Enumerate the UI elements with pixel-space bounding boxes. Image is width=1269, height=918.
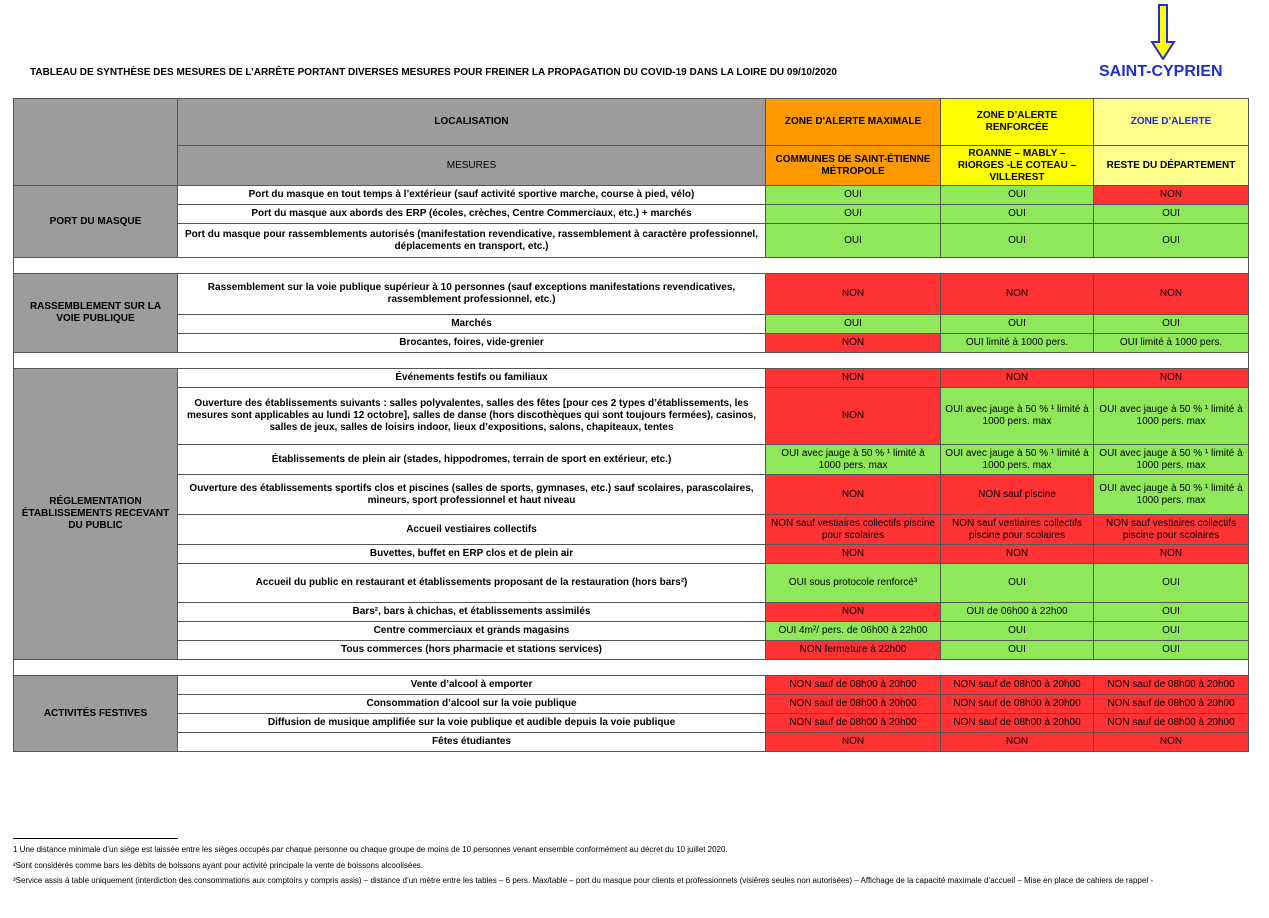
value-cell: OUI avec jauge à 50 % ¹ limité à 1000 pers. max: [1094, 388, 1249, 445]
value-cell: NON sauf vestiaires collectifs piscine pour scolaires: [1094, 515, 1249, 545]
value-cell: NON: [941, 545, 1094, 564]
table-row: [14, 695, 1249, 714]
measure-cell: Centre commerciaux et grands magasins: [178, 622, 766, 641]
value-cell: OUI limité à 1000 pers.: [1094, 334, 1249, 353]
zone-sub-3: RESTE DU DÉPARTEMENT: [1094, 146, 1249, 186]
value-cell: OUI de 06h00 à 22h00: [941, 603, 1094, 622]
measures-table: [13, 98, 1249, 752]
category-cell: PORT DU MASQUE: [14, 186, 178, 258]
value-cell: OUI: [941, 564, 1094, 603]
table-row: [14, 369, 1249, 388]
value-cell: OUI: [1094, 622, 1249, 641]
value-cell: NON fermeture à 22h00: [766, 641, 941, 660]
table-row: [14, 515, 1249, 545]
table-row: [14, 714, 1249, 733]
table-row: [14, 622, 1249, 641]
value-cell: OUI: [766, 186, 941, 205]
value-cell: NON sauf de 08h00 à 20h00: [766, 695, 941, 714]
section-spacer: [14, 353, 1249, 369]
value-cell: OUI: [1094, 315, 1249, 334]
measure-cell: Événements festifs ou familiaux: [178, 369, 766, 388]
value-cell: NON: [766, 388, 941, 445]
value-cell: NON: [766, 603, 941, 622]
measure-cell: Ouverture des établissements suivants : salles polyvalentes, salles des fêtes [pour ces 2 types d’établissements, les mesures sont applicables au lundi 12 octobre], salles de danse (hors discothèques qui sont toujours fermées), casinos, salles de jeux, salles de loisirs indoor, lieux d’expositions, salons, chapiteaux, tentes: [178, 388, 766, 445]
value-cell: OUI: [1094, 224, 1249, 258]
spacer-cell: [14, 353, 1249, 369]
spacer-cell: [14, 258, 1249, 274]
measure-cell: Ouverture des établissements sportifs clos et piscines (salles de sports, gymnases, etc.) sauf scolaires, parascolaires, mineurs, sport professionnel et haut niveau: [178, 475, 766, 515]
value-cell: NON: [941, 733, 1094, 752]
value-cell: OUI limité à 1000 pers.: [941, 334, 1094, 353]
header-corner: [14, 99, 178, 186]
table-row: [14, 475, 1249, 515]
value-cell: NON: [1094, 733, 1249, 752]
value-cell: OUI: [1094, 564, 1249, 603]
value-cell: OUI avec jauge à 50 % ¹ limité à 1000 pers. max: [941, 445, 1094, 475]
value-cell: OUI: [941, 224, 1094, 258]
arrow-down-icon: [1150, 4, 1176, 60]
value-cell: NON sauf de 08h00 à 20h00: [766, 714, 941, 733]
value-cell: OUI: [766, 224, 941, 258]
table-row: [14, 733, 1249, 752]
value-cell: NON: [941, 369, 1094, 388]
value-cell: OUI: [941, 641, 1094, 660]
measure-cell: Tous commerces (hors pharmacie et stations services): [178, 641, 766, 660]
measure-cell: Brocantes, foires, vide-grenier: [178, 334, 766, 353]
measure-cell: Consommation d’alcool sur la voie publique: [178, 695, 766, 714]
category-cell: RASSEMBLEMENT SUR LA VOIE PUBLIQUE: [14, 274, 178, 353]
value-cell: OUI: [1094, 205, 1249, 224]
value-cell: NON sauf piscine: [941, 475, 1094, 515]
footnote-1: 1 Une distance minimale d’un siège est laissée entre les sièges occupés par chaque personne ou chaque groupe de moins de 10 personnes venant ensemble conformément au décret du 10 juillet 2020.: [13, 845, 728, 854]
value-cell: NON: [1094, 274, 1249, 315]
value-cell: NON: [941, 274, 1094, 315]
footnote-3: ³Service assis à table uniquement (interdiction des consommations aux comptoirs y compris assis) – distance d’un mètre entre les tables – 6 pers. Max/table – port du masque pour clients et professionnels (visières seules non autorisées) – Affichage de la capacité maximale d’accueil – Mise en place de cahiers de rappel -: [13, 876, 1153, 885]
measure-cell: Marchés: [178, 315, 766, 334]
value-cell: OUI: [766, 205, 941, 224]
value-cell: OUI: [941, 186, 1094, 205]
table-row: [14, 224, 1249, 258]
value-cell: NON sauf de 08h00 à 20h00: [766, 676, 941, 695]
value-cell: NON: [766, 475, 941, 515]
value-cell: NON sauf vestiaires collectifs piscine pour scolaires: [941, 515, 1094, 545]
value-cell: OUI sous protocole renforcé³: [766, 564, 941, 603]
table-row: [14, 564, 1249, 603]
measure-cell: Accueil du public en restaurant et établissements proposant de la restauration (hors bars²): [178, 564, 766, 603]
header-row-top: [14, 99, 1249, 146]
header-row-sub: [14, 146, 1249, 186]
header-mesures: MESURES: [178, 146, 766, 186]
value-cell: OUI: [1094, 641, 1249, 660]
section-spacer: [14, 660, 1249, 676]
location-marker-label: SAINT-CYPRIEN: [1099, 63, 1223, 80]
value-cell: NON: [766, 733, 941, 752]
table-row: [14, 205, 1249, 224]
value-cell: OUI: [941, 205, 1094, 224]
category-cell: RÉGLEMENTATION ÉTABLISSEMENTS RECEVANT DU PUBLIC: [14, 369, 178, 660]
zone-sub-1: COMMUNES DE SAINT-ÉTIENNE MÉTROPOLE: [766, 146, 941, 186]
header-localisation: LOCALISATION: [178, 99, 766, 146]
zone-sub-2: ROANNE – MABLY – RIORGES -LE COTEAU – VILLEREST: [941, 146, 1094, 186]
measure-cell: Port du masque pour rassemblements autorisés (manifestation revendicative, rassemblement à caractère professionnel, déplacements en transport, etc.): [178, 224, 766, 258]
value-cell: NON: [766, 334, 941, 353]
value-cell: NON sauf de 08h00 à 20h00: [941, 714, 1094, 733]
category-cell: ACTIVITÉS FESTIVES: [14, 676, 178, 752]
value-cell: OUI avec jauge à 50 % ¹ limité à 1000 pers. max: [941, 388, 1094, 445]
value-cell: NON sauf vestiaires collectifs piscine pour scolaires: [766, 515, 941, 545]
table-row: [14, 603, 1249, 622]
table-row: [14, 641, 1249, 660]
value-cell: OUI: [941, 622, 1094, 641]
measure-cell: Port du masque aux abords des ERP (écoles, crèches, Centre Commerciaux, etc.) + marchés: [178, 205, 766, 224]
value-cell: OUI avec jauge à 50 % ¹ limité à 1000 pers. max: [1094, 475, 1249, 515]
footnote-divider: [13, 838, 178, 839]
value-cell: NON: [766, 369, 941, 388]
table-row: [14, 274, 1249, 315]
value-cell: OUI avec jauge à 50 % ¹ limité à 1000 pers. max: [766, 445, 941, 475]
measure-cell: Accueil vestiaires collectifs: [178, 515, 766, 545]
zone-title-3: ZONE D’ALERTE: [1094, 99, 1249, 146]
value-cell: OUI 4m²/ pers. de 06h00 à 22h00: [766, 622, 941, 641]
measure-cell: Fêtes étudiantes: [178, 733, 766, 752]
value-cell: NON sauf de 08h00 à 20h00: [1094, 695, 1249, 714]
value-cell: NON sauf de 08h00 à 20h00: [941, 695, 1094, 714]
footnote-2: ²Sont considérés comme bars les débits de boissons ayant pour activité principale la vente de boissons alcoolisées.: [13, 861, 423, 870]
value-cell: NON: [1094, 369, 1249, 388]
table-row: [14, 186, 1249, 205]
value-cell: OUI avec jauge à 50 % ¹ limité à 1000 pers. max: [1094, 445, 1249, 475]
value-cell: NON: [1094, 186, 1249, 205]
measure-cell: Établissements de plein air (stades, hippodromes, terrain de sport en extérieur, etc.): [178, 445, 766, 475]
value-cell: OUI: [941, 315, 1094, 334]
value-cell: NON sauf de 08h00 à 20h00: [941, 676, 1094, 695]
value-cell: NON: [766, 274, 941, 315]
measure-cell: Port du masque en tout temps à l’extérieur (sauf activité sportive marche, course à pied, vélo): [178, 186, 766, 205]
zone-title-1: ZONE D'ALERTE MAXIMALE: [766, 99, 941, 146]
value-cell: NON sauf de 08h00 à 20h00: [1094, 714, 1249, 733]
table-row: [14, 676, 1249, 695]
section-spacer: [14, 258, 1249, 274]
table-row: [14, 445, 1249, 475]
measure-cell: Bars², bars à chichas, et établissements assimilés: [178, 603, 766, 622]
value-cell: NON sauf de 08h00 à 20h00: [1094, 676, 1249, 695]
zone-title-2: ZONE D’ALERTE RENFORCÉE: [941, 99, 1094, 146]
value-cell: OUI: [766, 315, 941, 334]
value-cell: NON: [1094, 545, 1249, 564]
table-row: [14, 545, 1249, 564]
value-cell: NON: [766, 545, 941, 564]
measure-cell: Rassemblement sur la voie publique supérieur à 10 personnes (sauf exceptions manifestations revendicatives, rassemblement professionnel, etc.): [178, 274, 766, 315]
measure-cell: Vente d’alcool à emporter: [178, 676, 766, 695]
measure-cell: Diffusion de musique amplifiée sur la voie publique et audible depuis la voie publique: [178, 714, 766, 733]
spacer-cell: [14, 660, 1249, 676]
table-row: [14, 388, 1249, 445]
table-row: [14, 334, 1249, 353]
value-cell: OUI: [1094, 603, 1249, 622]
table-row: [14, 315, 1249, 334]
measure-cell: Buvettes, buffet en ERP clos et de plein air: [178, 545, 766, 564]
document-title: TABLEAU DE SYNTHÈSE DES MESURES DE L’ARRÊTE PORTANT DIVERSES MESURES POUR FREINER LA PROPAGATION DU COVID-19 DANS LA LOIRE DU 09/10/2020: [30, 67, 837, 78]
